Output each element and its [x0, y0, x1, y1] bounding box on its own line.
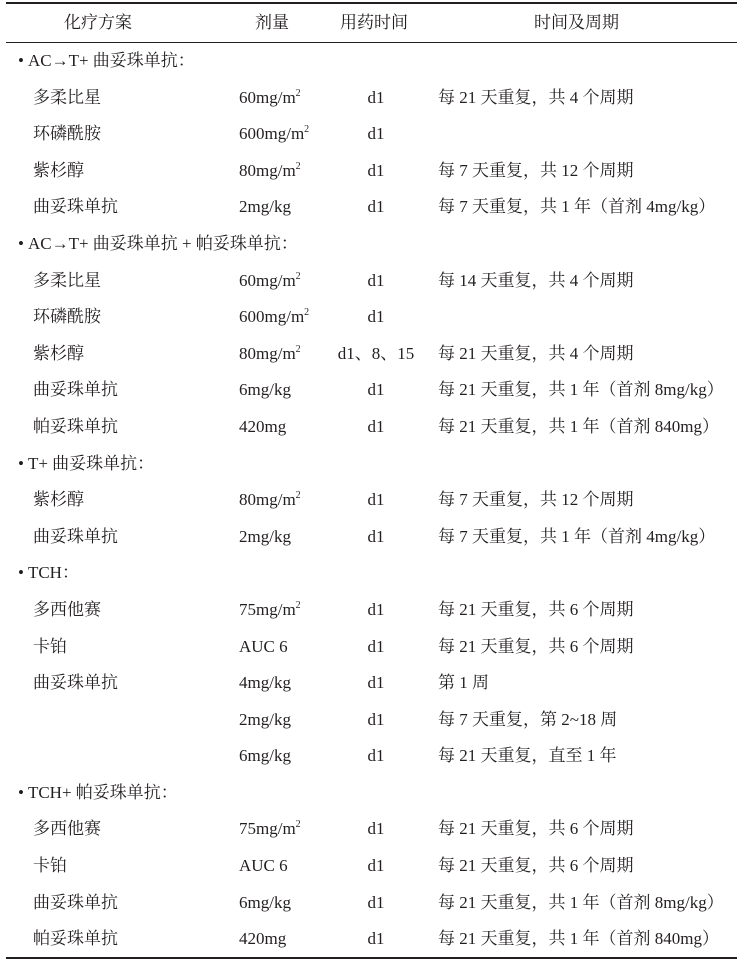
dose-unit-exponent: 2	[295, 343, 301, 355]
regimen-title	[18, 226, 298, 263]
interval-and-cycles: 每 21 天重复，共 1 年（首剂 8mg/kg）	[438, 380, 724, 400]
dose-value: 2mg/kg	[239, 526, 291, 546]
dose-value: 2mg/kg	[239, 197, 291, 217]
interval-and-cycles: 每 21 天重复，共 1 年（首剂 8mg/kg）	[438, 892, 724, 912]
drug-name: 紫杉醇	[33, 343, 84, 363]
regimen-title	[18, 43, 195, 80]
table-row	[6, 519, 737, 556]
administration-day: d1	[367, 307, 385, 327]
table-body	[6, 43, 737, 958]
drug-name: 帕妥珠单抗	[33, 416, 118, 436]
table-row	[6, 921, 737, 958]
dose-cell	[239, 702, 291, 739]
interval-and-cycles: 每 21 天重复，共 6 个周期	[438, 819, 634, 839]
regimen-section-row	[6, 446, 737, 483]
dose-unit-exponent: 2	[295, 599, 301, 611]
interval-and-cycles: 每 14 天重复，共 4 个周期	[438, 270, 634, 290]
administration-day: d1	[367, 856, 385, 876]
regimen-section-row	[6, 555, 737, 592]
drug-name: 紫杉醇	[33, 160, 84, 180]
bullet-icon: •	[18, 563, 24, 583]
dose-unit-exponent: 2	[304, 307, 310, 319]
interval-and-cycles: 每 21 天重复，共 6 个周期	[438, 636, 634, 656]
dose-value: 2mg/kg	[239, 709, 291, 729]
administration-day: d1	[367, 819, 385, 839]
dose-cell	[239, 372, 291, 409]
table-row	[6, 592, 737, 629]
administration-day: d1、8、15	[337, 343, 415, 363]
dose-value: 4mg/kg	[239, 673, 291, 693]
dose-cell	[239, 921, 286, 958]
regimen-title-text: TCH：	[27, 563, 79, 583]
drug-name: 曲妥珠单抗	[33, 673, 118, 693]
dose-value: 75mg/m	[239, 819, 296, 839]
dose-value: AUC 6	[239, 636, 288, 656]
regimen-section-row	[6, 43, 737, 80]
regimen-title	[18, 775, 178, 812]
table-row	[6, 80, 737, 117]
dose-cell	[239, 592, 301, 629]
drug-name: 曲妥珠单抗	[33, 526, 118, 546]
dose-unit-exponent: 2	[295, 819, 301, 831]
table-row	[6, 665, 737, 702]
table-row	[6, 116, 737, 153]
dose-cell	[239, 885, 291, 922]
regimen-title-text: AC→T+ 曲妥珠单抗：	[27, 51, 195, 70]
bullet-icon: •	[18, 51, 24, 70]
table-row	[6, 482, 737, 519]
header-dose: 剂量	[255, 13, 289, 33]
table-row	[6, 153, 737, 190]
drug-name: 多柔比星	[33, 87, 101, 107]
bullet-icon: •	[18, 233, 24, 253]
drug-name: 帕妥珠单抗	[33, 929, 118, 949]
drug-name: 环磷酰胺	[33, 307, 101, 327]
table-header	[6, 4, 737, 42]
dose-cell	[239, 189, 291, 226]
regimen-section-row	[6, 226, 737, 263]
administration-day: d1	[367, 709, 385, 729]
administration-day: d1	[367, 197, 385, 217]
administration-day: d1	[367, 673, 385, 693]
table-row	[6, 738, 737, 775]
regimen-title-text: TCH+ 帕妥珠单抗：	[27, 782, 178, 802]
drug-name: 曲妥珠单抗	[33, 197, 118, 217]
interval-and-cycles: 每 21 天重复，共 4 个周期	[438, 343, 634, 363]
table-row	[6, 885, 737, 922]
interval-and-cycles: 每 21 天重复，共 6 个周期	[438, 856, 634, 876]
dose-unit-exponent: 2	[295, 270, 301, 282]
dose-value: 600mg/m	[239, 124, 305, 144]
interval-and-cycles: 每 7 天重复，共 12 个周期	[438, 490, 634, 510]
dose-cell	[239, 153, 301, 190]
dose-unit-exponent: 2	[295, 160, 301, 172]
drug-name: 多西他赛	[33, 599, 101, 619]
dose-cell	[239, 263, 301, 300]
dose-value: 6mg/kg	[239, 892, 291, 912]
administration-day: d1	[367, 416, 385, 436]
table-row	[6, 848, 737, 885]
interval-and-cycles: 每 21 天重复，共 1 年（首剂 840mg）	[438, 929, 719, 949]
drug-name: 多柔比星	[33, 270, 101, 290]
table-row	[6, 811, 737, 848]
administration-day: d1	[367, 929, 385, 949]
dose-cell	[239, 116, 309, 153]
table-row	[6, 409, 737, 446]
regimen-title	[18, 446, 154, 483]
dose-cell	[239, 80, 301, 117]
regimen-section-row	[6, 775, 737, 812]
table-row	[6, 189, 737, 226]
interval-and-cycles: 每 21 天重复，直至 1 年	[438, 746, 617, 766]
administration-day: d1	[367, 87, 385, 107]
table-row	[6, 299, 737, 336]
table-row	[6, 702, 737, 739]
dose-cell	[239, 519, 291, 556]
administration-day: d1	[367, 599, 385, 619]
dose-value: 60mg/m	[239, 87, 296, 107]
dose-cell	[239, 336, 301, 373]
administration-day: d1	[367, 746, 385, 766]
dose-value: 60mg/m	[239, 270, 296, 290]
drug-name: 环磷酰胺	[33, 124, 101, 144]
dose-value: 420mg	[239, 929, 287, 949]
table-row	[6, 629, 737, 666]
dose-cell	[239, 811, 301, 848]
table-row	[6, 372, 737, 409]
table-bottom-rule	[6, 957, 737, 959]
drug-name: 紫杉醇	[33, 490, 84, 510]
dose-cell	[239, 665, 291, 702]
administration-day: d1	[367, 892, 385, 912]
interval-and-cycles: 每 7 天重复，共 1 年（首剂 4mg/kg）	[438, 197, 716, 217]
table-row	[6, 336, 737, 373]
administration-day: d1	[367, 526, 385, 546]
dose-unit-exponent: 2	[295, 490, 301, 502]
drug-name: 卡铂	[33, 636, 67, 656]
header-regimen: 化疗方案	[64, 13, 132, 33]
regimen-title-text: T+ 曲妥珠单抗：	[27, 453, 155, 473]
drug-name: 曲妥珠单抗	[33, 380, 118, 400]
regimen-title-text: AC→T+ 曲妥珠单抗 + 帕妥珠单抗：	[27, 233, 298, 253]
administration-day: d1	[367, 636, 385, 656]
administration-day: d1	[367, 380, 385, 400]
interval-and-cycles: 每 21 天重复，共 6 个周期	[438, 599, 634, 619]
dose-cell	[239, 482, 301, 519]
dose-value: 6mg/kg	[239, 746, 291, 766]
dose-cell	[239, 299, 309, 336]
dose-cell	[239, 848, 288, 885]
dose-cell	[239, 738, 291, 775]
drug-name: 曲妥珠单抗	[33, 892, 118, 912]
dose-value: 80mg/m	[239, 160, 296, 180]
interval-and-cycles: 每 7 天重复，第 2~18 周	[438, 709, 618, 729]
regimen-title	[18, 555, 79, 592]
dose-unit-exponent: 2	[295, 87, 301, 99]
dose-value: 80mg/m	[239, 343, 296, 363]
administration-day: d1	[367, 160, 385, 180]
dose-unit-exponent: 2	[304, 124, 310, 136]
dose-value: 600mg/m	[239, 307, 305, 327]
dose-cell	[239, 629, 288, 666]
dose-value: AUC 6	[239, 856, 288, 876]
interval-and-cycles: 每 21 天重复，共 1 年（首剂 840mg）	[438, 416, 719, 436]
bullet-icon: •	[18, 453, 24, 473]
header-interval-and-cycles: 时间及周期	[534, 13, 619, 33]
dose-value: 75mg/m	[239, 599, 296, 619]
interval-and-cycles: 每 21 天重复，共 4 个周期	[438, 87, 634, 107]
interval-and-cycles: 第 1 周	[438, 673, 489, 693]
administration-day: d1	[367, 270, 385, 290]
bullet-icon: •	[18, 782, 24, 802]
dose-cell	[239, 409, 286, 446]
dose-value: 80mg/m	[239, 490, 296, 510]
interval-and-cycles: 每 7 天重复，共 1 年（首剂 4mg/kg）	[438, 526, 716, 546]
administration-day: d1	[367, 490, 385, 510]
header-administration-day: 用药时间	[340, 13, 408, 33]
interval-and-cycles: 每 7 天重复，共 12 个周期	[438, 160, 634, 180]
drug-name: 多西他赛	[33, 819, 101, 839]
dose-value: 6mg/kg	[239, 380, 291, 400]
table-row	[6, 263, 737, 300]
administration-day: d1	[367, 124, 385, 144]
dose-value: 420mg	[239, 416, 287, 436]
drug-name: 卡铂	[33, 856, 67, 876]
